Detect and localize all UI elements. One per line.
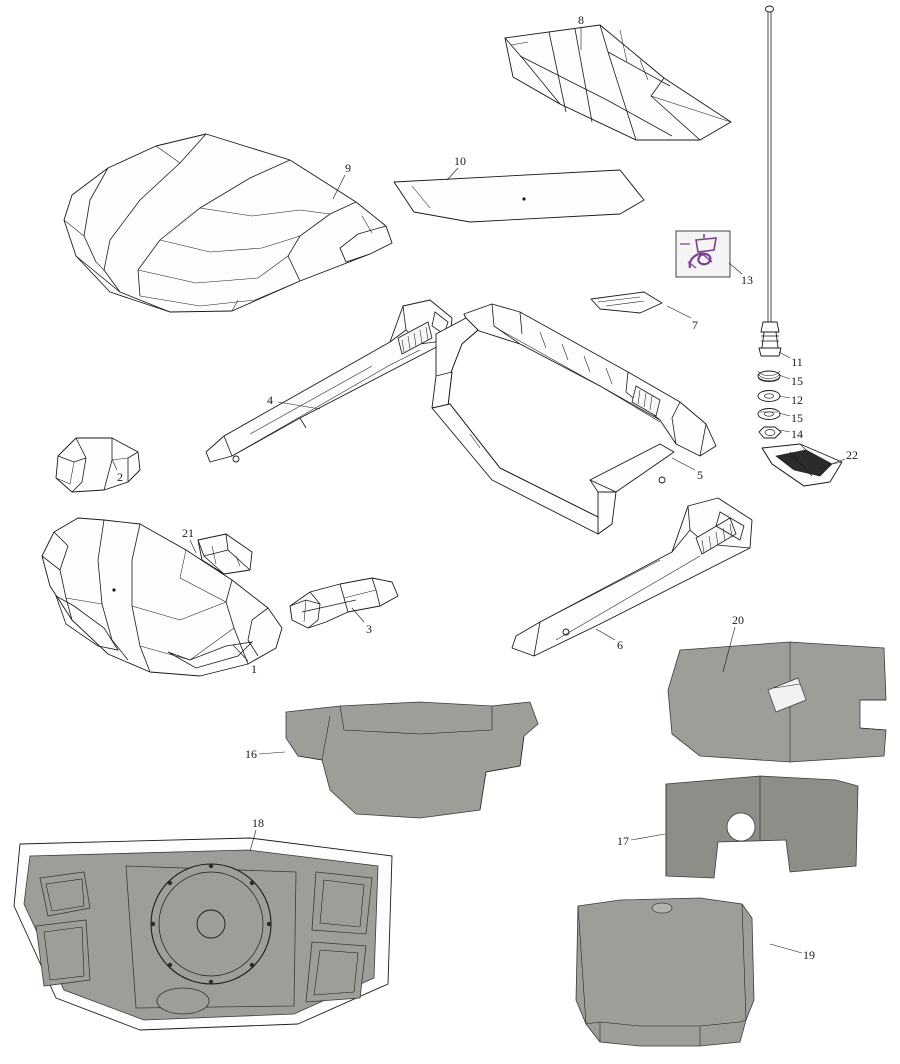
callout-label-15-lower: 15 [791, 411, 803, 425]
part-11-antenna-assembly [759, 6, 781, 356]
part-15-spring-washer-upper [758, 371, 780, 382]
part-1-front-nose-panel [42, 518, 282, 676]
part-7-narrow-trim-strip [591, 292, 662, 313]
part-17-front-carpet-mat [666, 776, 858, 878]
callout-label-2: 2 [117, 470, 123, 484]
callout-label-14: 14 [791, 427, 803, 441]
callout-label-4: 4 [267, 393, 273, 407]
callout-label-7: 7 [692, 318, 698, 332]
callout-label-13: 13 [741, 273, 753, 287]
callout-label-11: 11 [791, 355, 803, 369]
part-14-hex-nut [759, 427, 781, 438]
part-2-left-front-bracket [56, 438, 140, 492]
callout-label-22: 22 [846, 448, 858, 462]
part-20-floor-carpet-large [668, 642, 886, 762]
callout-label-9: 9 [345, 161, 351, 175]
callout-label-16: 16 [245, 747, 257, 761]
callout-label-12: 12 [791, 393, 803, 407]
part-3-right-front-bracket [290, 578, 398, 628]
part-9-hood-panel [64, 134, 392, 312]
part-18-rear-bulkhead-trim [14, 838, 392, 1030]
callout-label-3: 3 [366, 622, 372, 636]
part-22-sill-reinforcement [762, 444, 842, 486]
part-6-right-inner-rocker [512, 498, 752, 656]
callout-label-20: 20 [732, 613, 744, 627]
part-15-spring-washer-lower [758, 409, 780, 420]
part-12-flat-washer [758, 391, 780, 402]
callout-label-8: 8 [578, 13, 584, 27]
part-4-left-inner-rocker [206, 300, 452, 462]
part-10-flat-floor-panel [394, 170, 644, 222]
part-19-firewall-insulation [576, 898, 754, 1046]
callout-label-17: 17 [617, 834, 629, 848]
callout-label-19: 19 [803, 948, 815, 962]
callout-label-21: 21 [182, 526, 194, 540]
callout-label-15-upper: 15 [791, 374, 803, 388]
callout-label-18: 18 [252, 816, 264, 830]
part-5-rear-inner-bulkhead [432, 304, 716, 534]
part-16-rear-carpet [286, 702, 538, 818]
part-13-antenna-clip-bracket [676, 231, 730, 277]
callout-label-1: 1 [251, 662, 257, 676]
part-8-rear-deck-spoiler [505, 25, 731, 140]
callout-label-10: 10 [454, 154, 466, 168]
callout-label-6: 6 [617, 638, 623, 652]
callout-label-5: 5 [697, 468, 703, 482]
